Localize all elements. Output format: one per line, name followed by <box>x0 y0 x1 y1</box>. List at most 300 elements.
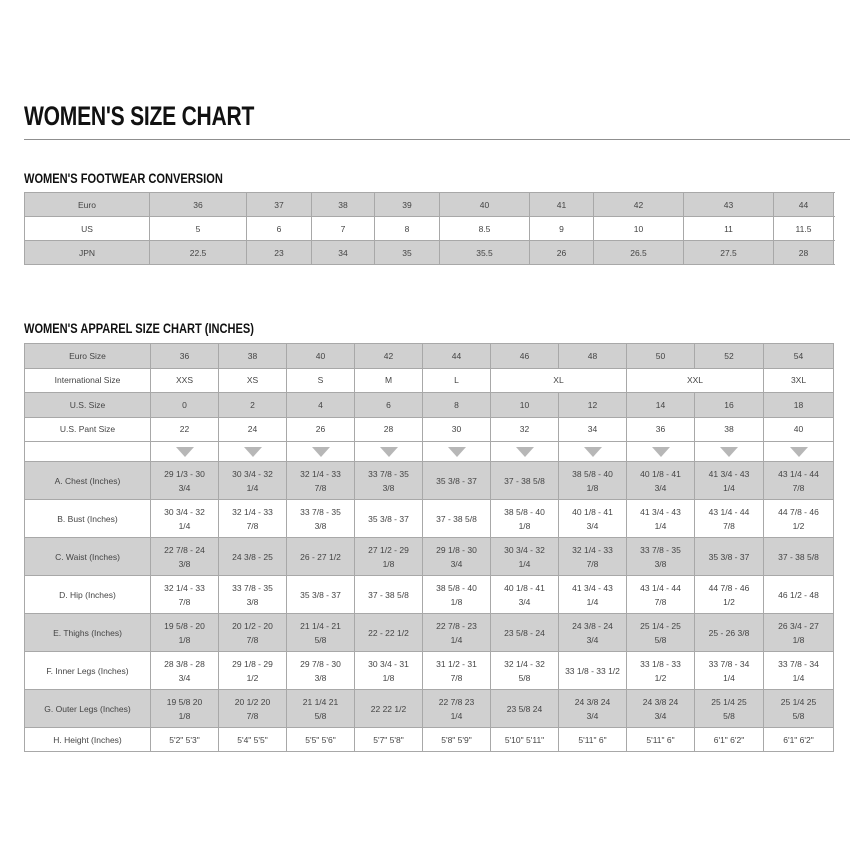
cell-text: 32 1/4 - 33 <box>232 506 273 517</box>
cell-text: 25 1/4 25 <box>711 696 747 707</box>
down-arrow-icon <box>312 447 330 457</box>
footwear-row <box>25 193 834 217</box>
table-cell <box>695 538 764 576</box>
table-cell: 52 <box>695 344 764 369</box>
cell-text: 46 1/2 - 48 <box>778 589 819 600</box>
cell-text: 24 3/8 - 25 <box>232 551 273 562</box>
cell-text: 3/4 <box>586 520 599 531</box>
cell-text: 38 5/8 - 40 <box>504 506 545 517</box>
table-cell <box>764 614 834 652</box>
cell-text: 7/8 <box>246 710 259 721</box>
title-divider <box>24 139 850 140</box>
table-cell: 39 <box>375 193 440 217</box>
table-cell <box>764 690 834 728</box>
cell-text: 3/4 <box>178 672 191 683</box>
cell-text: 5'5" 5'6" <box>305 734 336 745</box>
measurement-row <box>25 500 834 538</box>
table-cell <box>423 576 491 614</box>
cell-text: 33 7/8 - 35 <box>300 506 341 517</box>
table-cell <box>219 500 287 538</box>
row-label: B. Bust (Inches) <box>25 500 151 538</box>
cell-text: 35 3/8 - 37 <box>436 475 477 486</box>
table-cell <box>355 576 423 614</box>
cell-text: 20 1/2 20 <box>234 696 271 707</box>
footwear-section-title: WOMEN'S FOOTWEAR CONVERSION <box>24 171 223 186</box>
cell-text: 33 7/8 - 34 <box>778 658 819 669</box>
cell-text: 1/4 <box>654 520 667 531</box>
cell-text: 1/8 <box>178 710 191 721</box>
table-cell <box>559 690 627 728</box>
cell-text: 32 1/4 - 33 <box>572 544 613 555</box>
cell-text: 1/8 <box>586 482 599 493</box>
us-size-row <box>25 393 834 418</box>
arrow-cell <box>559 442 627 462</box>
cell-text: 7/8 <box>314 482 327 493</box>
row-label: U.S. Size <box>25 393 151 418</box>
table-cell <box>287 538 355 576</box>
cell-text: 3/8 <box>382 482 395 493</box>
table-cell: 28 <box>774 241 834 265</box>
cell-text: 5/8 <box>518 672 531 683</box>
cell-text: 1/8 <box>382 558 395 569</box>
arrow-cell <box>219 442 287 462</box>
table-cell <box>287 690 355 728</box>
cell-text: 5'4" 5'5" <box>237 734 268 745</box>
cell-text: 31 1/2 - 31 <box>436 658 477 669</box>
cell-text: 38 5/8 - 40 <box>572 468 613 479</box>
cell-text: 33 7/8 - 34 <box>708 658 750 669</box>
cell-text: 5'8" 5'9" <box>441 734 472 745</box>
row-label: D. Hip (Inches) <box>25 576 151 614</box>
cell-text: 30 3/4 - 32 <box>504 544 545 555</box>
table-cell: 43 <box>684 193 774 217</box>
cell-text: 1/4 <box>586 596 599 607</box>
cell-text: 29 1/8 - 29 <box>232 658 273 669</box>
cell-text: 33 7/8 - 35 <box>640 544 681 555</box>
cell-text: 3/4 <box>586 634 599 645</box>
cell-text: 5'11" 6" <box>646 734 675 745</box>
cell-text: 33 7/8 - 35 <box>232 582 273 593</box>
table-cell <box>491 690 559 728</box>
table-cell: 41 <box>530 193 594 217</box>
table-cell: 23 <box>247 241 312 265</box>
cell-text: 40 1/8 - 41 <box>504 582 545 593</box>
table-cell <box>423 728 491 752</box>
apparel-size-table <box>24 343 834 752</box>
cell-text: 33 7/8 - 35 <box>368 468 409 479</box>
table-cell <box>695 652 764 690</box>
table-cell: 26 <box>287 417 355 442</box>
table-cell <box>559 462 627 500</box>
cell-text: 3/4 <box>586 710 599 721</box>
cell-text: 30 3/4 - 32 <box>164 506 205 517</box>
table-cell: 36 <box>627 417 695 442</box>
table-cell: L <box>423 368 491 393</box>
table-cell: 10 <box>594 217 684 241</box>
cell-text: 21 1/4 - 21 <box>300 620 341 631</box>
cell-text: 22 7/8 - 24 <box>164 544 205 555</box>
cell-text: 1/8 <box>792 634 805 645</box>
table-cell <box>355 614 423 652</box>
table-cell <box>559 614 627 652</box>
cell-text: 40 1/8 - 41 <box>640 468 681 479</box>
table-cell: 6 <box>247 217 312 241</box>
table-cell <box>355 462 423 500</box>
down-arrow-icon <box>516 447 534 457</box>
cell-text: 20 1/2 - 20 <box>232 620 273 631</box>
table-cell: 3XL <box>764 368 834 393</box>
table-cell: 50 <box>627 344 695 369</box>
cell-text: 3/4 <box>654 710 667 721</box>
table-cell: XXS <box>151 368 219 393</box>
table-cell <box>627 652 695 690</box>
table-cell <box>355 538 423 576</box>
page-title: WOMEN'S SIZE CHART <box>24 101 255 131</box>
table-cell <box>559 538 627 576</box>
cell-text: 25 1/4 - 25 <box>640 620 681 631</box>
table-cell: 9 <box>530 217 594 241</box>
cell-text: 5'2" 5'3" <box>169 734 200 745</box>
cell-text: 43 1/4 - 44 <box>708 506 750 517</box>
table-cell: 44 <box>423 344 491 369</box>
row-label: Euro <box>25 193 150 217</box>
cell-text: 23 5/8 24 <box>506 703 543 714</box>
row-label <box>25 442 151 462</box>
table-cell <box>151 538 219 576</box>
row-label: US <box>25 217 150 241</box>
table-cell <box>627 538 695 576</box>
cell-text: 44 7/8 - 46 <box>778 506 819 517</box>
cell-text: 30 3/4 - 32 <box>232 468 273 479</box>
table-cell: 26 <box>530 241 594 265</box>
cell-text: 44 7/8 - 46 <box>708 582 750 593</box>
cell-text: 7/8 <box>246 634 259 645</box>
down-arrow-icon <box>244 447 262 457</box>
cell-text: 3/8 <box>314 672 327 683</box>
cell-text: 1/2 <box>723 596 735 607</box>
cell-text: 43 1/4 - 44 <box>778 468 819 479</box>
cell-text: 3/4 <box>450 558 463 569</box>
measurement-row <box>25 652 834 690</box>
table-cell <box>491 462 559 500</box>
cell-text: 26 3/4 - 27 <box>778 620 819 631</box>
cell-text: 22 7/8 - 23 <box>436 620 477 631</box>
international-size-row <box>25 368 834 393</box>
table-cell <box>559 652 627 690</box>
cell-text: 1/8 <box>518 520 531 531</box>
cell-text: 19 5/8 20 <box>166 696 203 707</box>
down-arrow-icon <box>720 447 738 457</box>
table-cell <box>764 728 834 752</box>
cell-text: 6'1" 6'2" <box>713 734 745 745</box>
cell-text: 3/4 <box>654 482 667 493</box>
table-cell <box>627 614 695 652</box>
cell-text: 29 7/8 - 30 <box>300 658 341 669</box>
table-cell: 11 <box>684 217 774 241</box>
table-cell <box>355 728 423 752</box>
row-label: F. Inner Legs (Inches) <box>25 652 151 690</box>
cell-text: 35 3/8 - 37 <box>300 589 341 600</box>
table-cell: 12 <box>559 393 627 418</box>
arrow-cell <box>151 442 219 462</box>
cell-text: 1/8 <box>382 672 395 683</box>
table-cell: 36 <box>151 344 219 369</box>
cell-text: 7/8 <box>246 520 259 531</box>
table-cell <box>219 538 287 576</box>
table-cell <box>151 500 219 538</box>
table-cell <box>151 728 219 752</box>
cell-text: 24 3/8 24 <box>642 696 679 707</box>
table-cell <box>627 462 695 500</box>
down-arrow-icon <box>176 447 194 457</box>
table-cell: 54 <box>764 344 834 369</box>
cell-text: 19 5/8 - 20 <box>164 620 205 631</box>
down-arrow-icon <box>448 447 466 457</box>
table-cell <box>219 576 287 614</box>
cell-text: 37 - 38 5/8 <box>778 551 819 562</box>
table-cell: 8.5 <box>440 217 530 241</box>
measurement-row <box>25 728 834 752</box>
table-cell <box>695 500 764 538</box>
table-cell <box>695 728 764 752</box>
table-cell <box>695 690 764 728</box>
cell-text: 5/8 <box>723 710 735 721</box>
table-cell <box>764 538 834 576</box>
cell-text: 30 3/4 - 31 <box>368 658 409 669</box>
down-arrow-icon <box>584 447 602 457</box>
us-pant-size-row <box>25 417 834 442</box>
table-cell <box>695 614 764 652</box>
table-cell: 11.5 <box>774 217 834 241</box>
cell-text: 1/4 <box>450 634 463 645</box>
table-cell <box>423 538 491 576</box>
cell-text: 26 - 27 1/2 <box>300 551 341 562</box>
row-label: A. Chest (Inches) <box>25 462 151 500</box>
cell-text: 32 1/4 - 33 <box>300 468 341 479</box>
row-label: Euro Size <box>25 344 151 369</box>
cell-text: 1/4 <box>450 710 463 721</box>
cell-text: 1/2 <box>792 520 805 531</box>
cell-text: 1/4 <box>723 672 735 683</box>
table-cell: 16 <box>695 393 764 418</box>
arrow-cell <box>627 442 695 462</box>
cell-text: 41 3/4 - 43 <box>640 506 681 517</box>
table-cell: 37 <box>247 193 312 217</box>
table-cell <box>287 728 355 752</box>
table-cell <box>219 728 287 752</box>
row-label: International Size <box>25 368 151 393</box>
table-cell <box>423 690 491 728</box>
table-cell: 6 <box>355 393 423 418</box>
cell-text: 1/4 <box>246 482 259 493</box>
euro-size-row <box>25 344 834 369</box>
table-cell: 14 <box>627 393 695 418</box>
table-cell <box>219 690 287 728</box>
table-cell <box>151 652 219 690</box>
table-cell <box>287 614 355 652</box>
table-cell: 44 <box>774 193 834 217</box>
table-cell: 40 <box>287 344 355 369</box>
table-cell: 7 <box>312 217 375 241</box>
cell-text: 1/4 <box>178 520 191 531</box>
table-cell: M <box>355 368 423 393</box>
cell-text: 29 1/3 - 30 <box>164 468 205 479</box>
table-cell: 38 <box>695 417 764 442</box>
footwear-conversion-table <box>24 192 834 265</box>
table-cell: 32 <box>491 417 559 442</box>
table-cell <box>627 500 695 538</box>
row-label: JPN <box>25 241 150 265</box>
cell-text: 22 7/8 23 <box>438 696 475 707</box>
cell-text: 37 - 38 5/8 <box>504 475 545 486</box>
table-cell: 40 <box>764 417 834 442</box>
table-cell <box>151 690 219 728</box>
table-cell: 22 <box>151 417 219 442</box>
cell-text: 22 22 1/2 <box>370 703 407 714</box>
cell-text: 1/4 <box>518 558 531 569</box>
table-cell <box>627 690 695 728</box>
table-cell <box>491 652 559 690</box>
table-cell <box>491 500 559 538</box>
measurement-row <box>25 462 834 500</box>
table-cell <box>695 462 764 500</box>
cell-text: 7/8 <box>450 672 463 683</box>
cell-text: 1/4 <box>792 672 805 683</box>
cell-text: 5'11" 6" <box>578 734 607 745</box>
row-label: G. Outer Legs (Inches) <box>25 690 151 728</box>
table-cell: 38 <box>219 344 287 369</box>
table-cell <box>764 462 834 500</box>
cell-text: 5/8 <box>314 634 327 645</box>
table-cell <box>287 576 355 614</box>
cell-text: 35 3/8 - 37 <box>708 551 750 562</box>
table-cell: 42 <box>594 193 684 217</box>
cell-text: 43 1/4 - 44 <box>640 582 681 593</box>
table-cell <box>219 652 287 690</box>
table-cell: XS <box>219 368 287 393</box>
cell-text: 28 3/8 - 28 <box>164 658 205 669</box>
table-cell: 26.5 <box>594 241 684 265</box>
cell-text: 7/8 <box>792 482 805 493</box>
cell-text: 3/8 <box>246 596 259 607</box>
cell-text: 1/2 <box>246 672 259 683</box>
table-cell <box>627 728 695 752</box>
arrow-cell <box>764 442 834 462</box>
table-cell <box>219 614 287 652</box>
cell-text: 7/8 <box>723 520 735 531</box>
cell-text: 37 - 38 5/8 <box>436 513 477 524</box>
cell-text: 23 5/8 - 24 <box>504 627 545 638</box>
cell-text: 7/8 <box>178 596 191 607</box>
cell-text: 3/8 <box>654 558 667 569</box>
footwear-row <box>25 217 834 241</box>
table-cell: 40 <box>440 193 530 217</box>
cell-text: 21 1/4 21 <box>302 696 339 707</box>
table-cell: 34 <box>312 241 375 265</box>
table-cell: S <box>287 368 355 393</box>
measurement-row <box>25 690 834 728</box>
table-cell <box>151 462 219 500</box>
cell-text: 5'10" 5'11" <box>504 734 545 745</box>
table-cell <box>423 614 491 652</box>
table-cell <box>491 576 559 614</box>
table-cell: 8 <box>375 217 440 241</box>
cell-text: 25 1/4 25 <box>780 696 817 707</box>
cell-text: 3/4 <box>518 596 531 607</box>
row-label: U.S. Pant Size <box>25 417 151 442</box>
table-cell <box>491 538 559 576</box>
table-cell <box>423 500 491 538</box>
cell-text: 37 - 38 5/8 <box>368 589 409 600</box>
table-cell <box>423 652 491 690</box>
cell-text: 41 3/4 - 43 <box>708 468 750 479</box>
table-cell <box>355 500 423 538</box>
cell-text: 1/8 <box>450 596 463 607</box>
table-cell: 2 <box>219 393 287 418</box>
cell-text: 5/8 <box>654 634 667 645</box>
table-cell <box>491 728 559 752</box>
cell-text: 1/8 <box>178 634 191 645</box>
arrow-cell <box>491 442 559 462</box>
table-cell <box>423 462 491 500</box>
table-cell <box>287 652 355 690</box>
footwear-row <box>25 241 834 265</box>
cell-text: 24 3/8 - 24 <box>572 620 613 631</box>
cell-text: 27 1/2 - 29 <box>368 544 409 555</box>
table-cell: XL <box>491 368 627 393</box>
cell-text: 40 1/8 - 41 <box>572 506 613 517</box>
arrow-row <box>25 442 834 462</box>
table-cell <box>695 576 764 614</box>
cell-text: 32 1/4 - 32 <box>504 658 545 669</box>
table-cell <box>559 500 627 538</box>
cell-text: 1/2 <box>654 672 667 683</box>
cell-text: 5/8 <box>792 710 805 721</box>
table-cell: 34 <box>559 417 627 442</box>
cell-text: 5'7" 5'8" <box>373 734 404 745</box>
cell-text: 3/8 <box>178 558 191 569</box>
cell-text: 29 1/8 - 30 <box>436 544 477 555</box>
table-cell: 24 <box>219 417 287 442</box>
cell-text: 1/4 <box>723 482 735 493</box>
table-cell <box>559 576 627 614</box>
cell-text: 6'1" 6'2" <box>783 734 814 745</box>
table-cell: 27.5 <box>684 241 774 265</box>
table-cell <box>764 500 834 538</box>
table-cell: 18 <box>764 393 834 418</box>
table-cell: XXL <box>627 368 764 393</box>
table-cell: 8 <box>423 393 491 418</box>
table-cell <box>287 500 355 538</box>
table-cell <box>151 614 219 652</box>
cell-text: 33 1/8 - 33 <box>640 658 681 669</box>
cell-text: 3/4 <box>178 482 191 493</box>
table-cell: 28 <box>355 417 423 442</box>
table-cell: 42 <box>355 344 423 369</box>
table-cell <box>219 462 287 500</box>
table-cell: 10 <box>491 393 559 418</box>
row-label: H. Height (Inches) <box>25 728 151 752</box>
table-cell: 30 <box>423 417 491 442</box>
table-cell: 35 <box>375 241 440 265</box>
apparel-section-title: WOMEN'S APPAREL SIZE CHART (INCHES) <box>24 321 254 336</box>
table-cell: 48 <box>559 344 627 369</box>
table-cell <box>764 652 834 690</box>
table-cell: 46 <box>491 344 559 369</box>
cell-text: 22 - 22 1/2 <box>368 627 409 638</box>
table-cell <box>559 728 627 752</box>
row-label: C. Waist (Inches) <box>25 538 151 576</box>
